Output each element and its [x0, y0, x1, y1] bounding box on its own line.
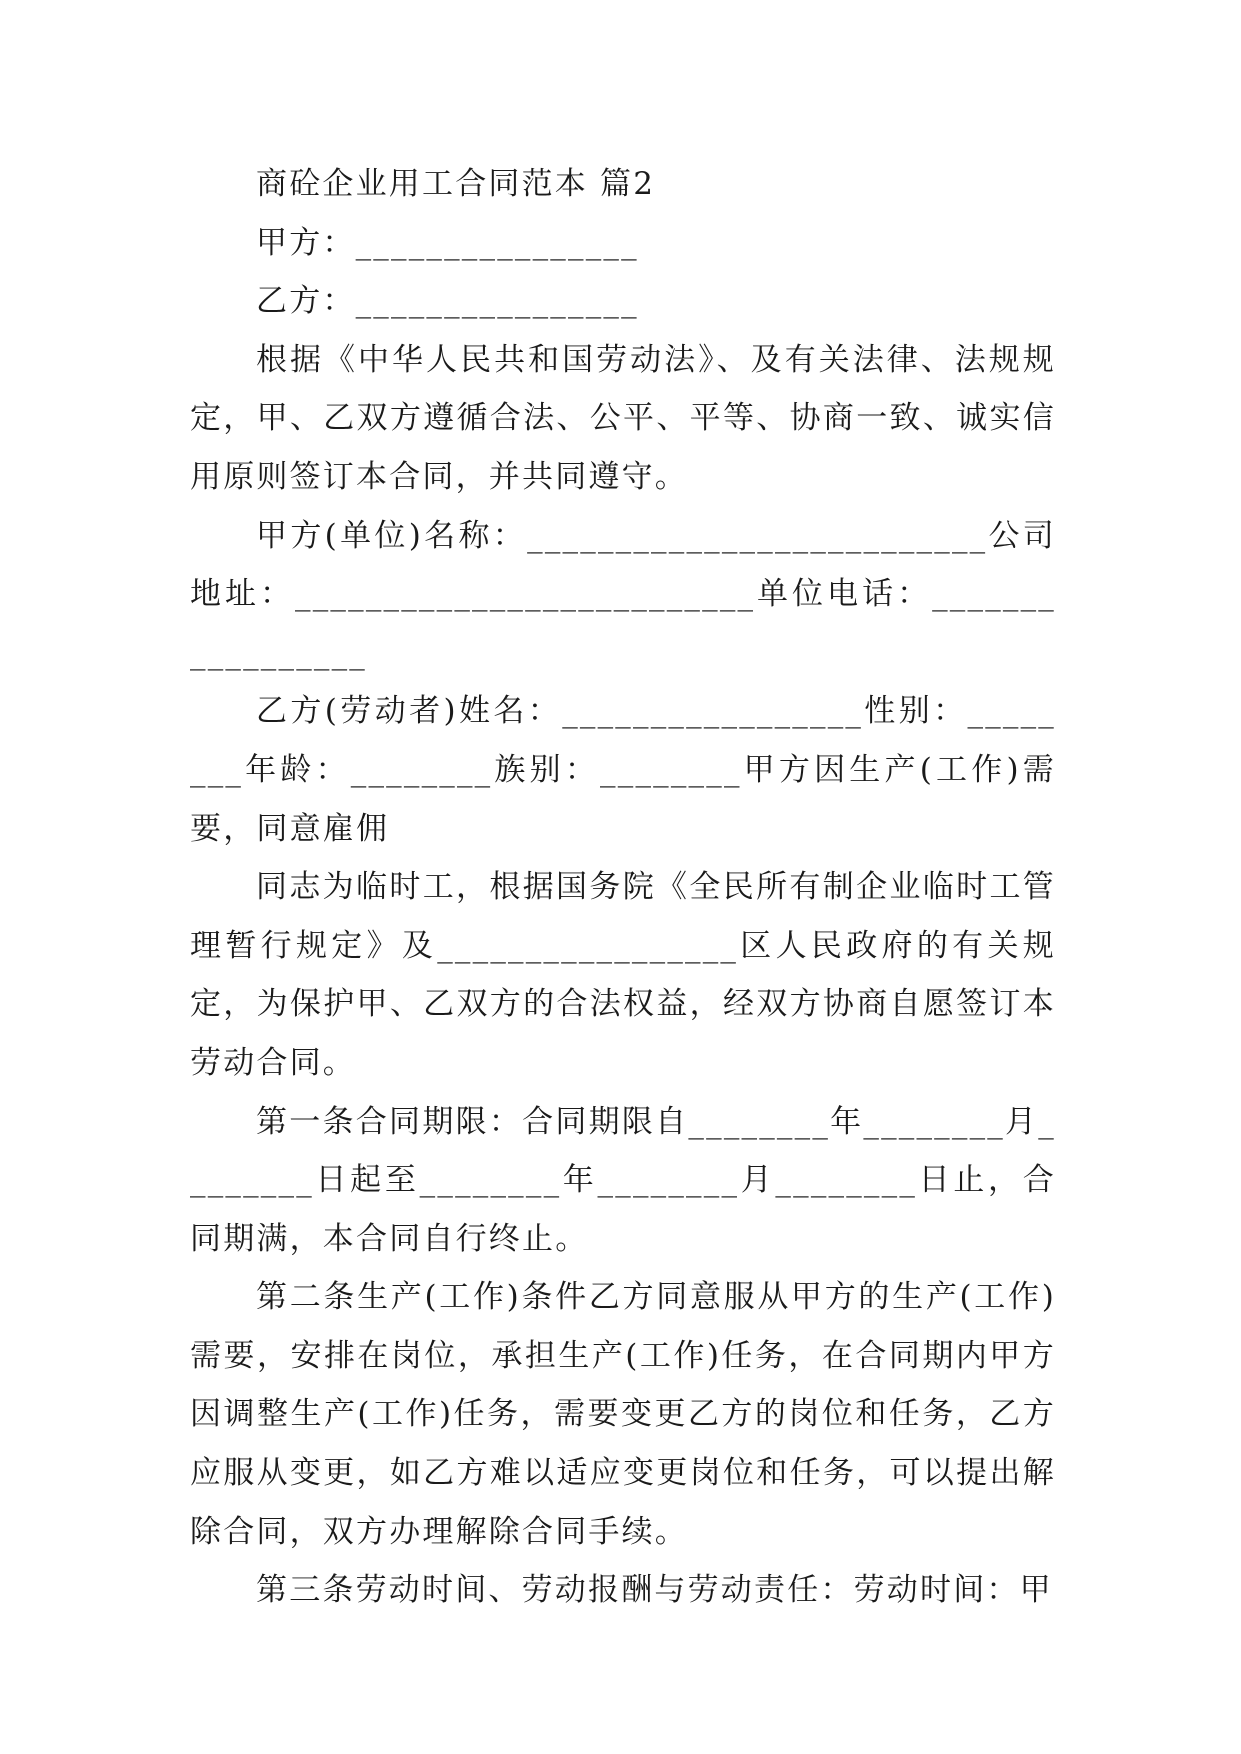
document-body [190, 155, 1056, 1620]
party-b-line: 乙方：________________ [256, 283, 639, 320]
document-title: 商砼企业用工合同范本 篇2 [256, 166, 656, 202]
article-1-paragraph: 第一条合同期限：合同期限自________年________月________日起至________年________月________日止，合同期满，本合同自行终止。 [190, 1103, 1056, 1257]
party-b-info-paragraph: 乙方(劳动者)姓名：_________________性别：________年龄：________族别：________甲方因生产(工作)需要，同意雇佣 [190, 693, 1056, 847]
temporary-worker-paragraph: 同志为临时工，根据国务院《全民所有制企业临时工管理暂行规定》及_________________区人民政府的有关规定，为保护甲、乙双方的合法权益，经双方协商自愿签订本劳动合同。 [190, 869, 1056, 1081]
party-a-info-paragraph: 甲方(单位)名称：__________________________公司地址：__________________________单位电话：_________________ [190, 517, 1056, 671]
preamble-paragraph: 根据《中华人民共和国劳动法》、及有关法律、法规规定，甲、乙双方遵循合法、公平、平等、协商一致、诚实信用原则签订本合同，并共同遵守。 [190, 341, 1056, 495]
article-2-paragraph: 第二条生产(工作)条件乙方同意服从甲方的生产(工作)需要，安排在岗位，承担生产(工作)任务，在合同期内甲方因调整生产(工作)任务，需要变更乙方的岗位和任务，乙方应服从变更，如乙方难以适应变更岗位和任务，可以提出解除合同，双方办理解除合同手续。 [190, 1279, 1056, 1550]
party-a-line: 甲方：________________ [256, 224, 639, 261]
article-3-paragraph: 第三条劳动时间、劳动报酬与劳动责任：劳动时间：甲 [256, 1572, 1053, 1609]
